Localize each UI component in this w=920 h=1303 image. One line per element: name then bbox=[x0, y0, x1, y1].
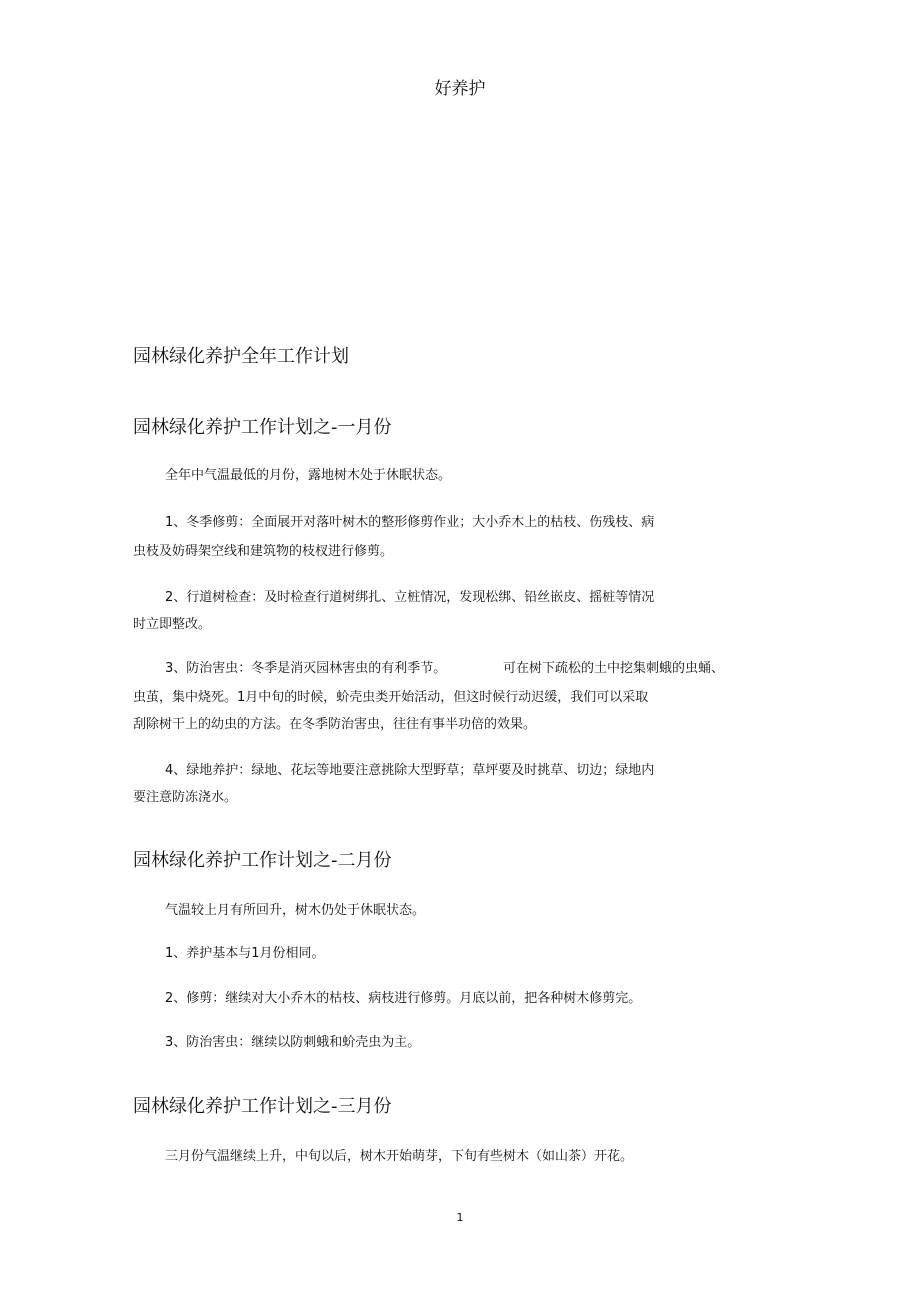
section-heading-february: 园林绿化养护工作计划之-二月份 bbox=[133, 850, 392, 871]
january-item1-line2: 虫枝及妨碍架空线和建筑物的枝杈进行修剪。 bbox=[133, 544, 394, 559]
section-heading-march: 园林绿化养护工作计划之-三月份 bbox=[133, 1096, 392, 1117]
february-item3: 3、防治害虫：继续以防刺蛾和蚧壳虫为主。 bbox=[165, 1035, 421, 1050]
january-item3-line2: 虫茧，集中烧死。1月中旬的时候，蚧壳虫类开始活动，但这时候行动迟缓，我们可以采取 bbox=[133, 690, 649, 705]
january-item3-line1a: 3、防治害虫：冬季是消灭园林害虫的有利季节。 bbox=[165, 661, 447, 676]
january-item2-line1: 2、行道树检查：及时检查行道树绑扎、立桩情况，发现松绑、铅丝嵌皮、摇桩等情况 bbox=[165, 590, 655, 605]
page-number: 1 bbox=[456, 1211, 464, 1224]
january-item4-line1: 4、绿地养护：绿地、花坛等地要注意挑除大型野草；草坪要及时挑草、切边；绿地内 bbox=[165, 763, 655, 778]
january-intro: 全年中气温最低的月份，露地树木处于休眠状态。 bbox=[165, 468, 452, 483]
january-item1-line1: 1、冬季修剪：全面展开对落叶树木的整形修剪作业；大小乔木上的枯枝、伤残枝、病 bbox=[165, 515, 655, 530]
section-heading-january: 园林绿化养护工作计划之-一月份 bbox=[133, 417, 392, 438]
march-intro: 三月份气温继续上升，中旬以后，树木开始萌芽，下旬有些树木（如山茶）开花。 bbox=[165, 1149, 634, 1164]
page-header-title: 好养护 bbox=[434, 79, 486, 99]
january-item3-line1b: 可在树下疏松的土中挖集刺蛾的虫蛹、 bbox=[503, 661, 725, 676]
february-item2: 2、修剪：继续对大小乔木的枯枝、病枝进行修剪。月底以前，把各种树木修剪完。 bbox=[165, 991, 642, 1006]
january-item4-line2: 要注意防冻浇水。 bbox=[133, 790, 238, 805]
january-item3-line3: 刮除树干上的幼虫的方法。在冬季防治害虫，往往有事半功倍的效果。 bbox=[133, 717, 537, 732]
february-item1: 1、养护基本与1月份相同。 bbox=[165, 946, 325, 961]
document-title: 园林绿化养护全年工作计划 bbox=[133, 346, 349, 367]
february-intro: 气温较上月有所回升，树木仍处于休眠状态。 bbox=[165, 903, 426, 918]
january-item2-line2: 时立即整改。 bbox=[133, 617, 212, 632]
